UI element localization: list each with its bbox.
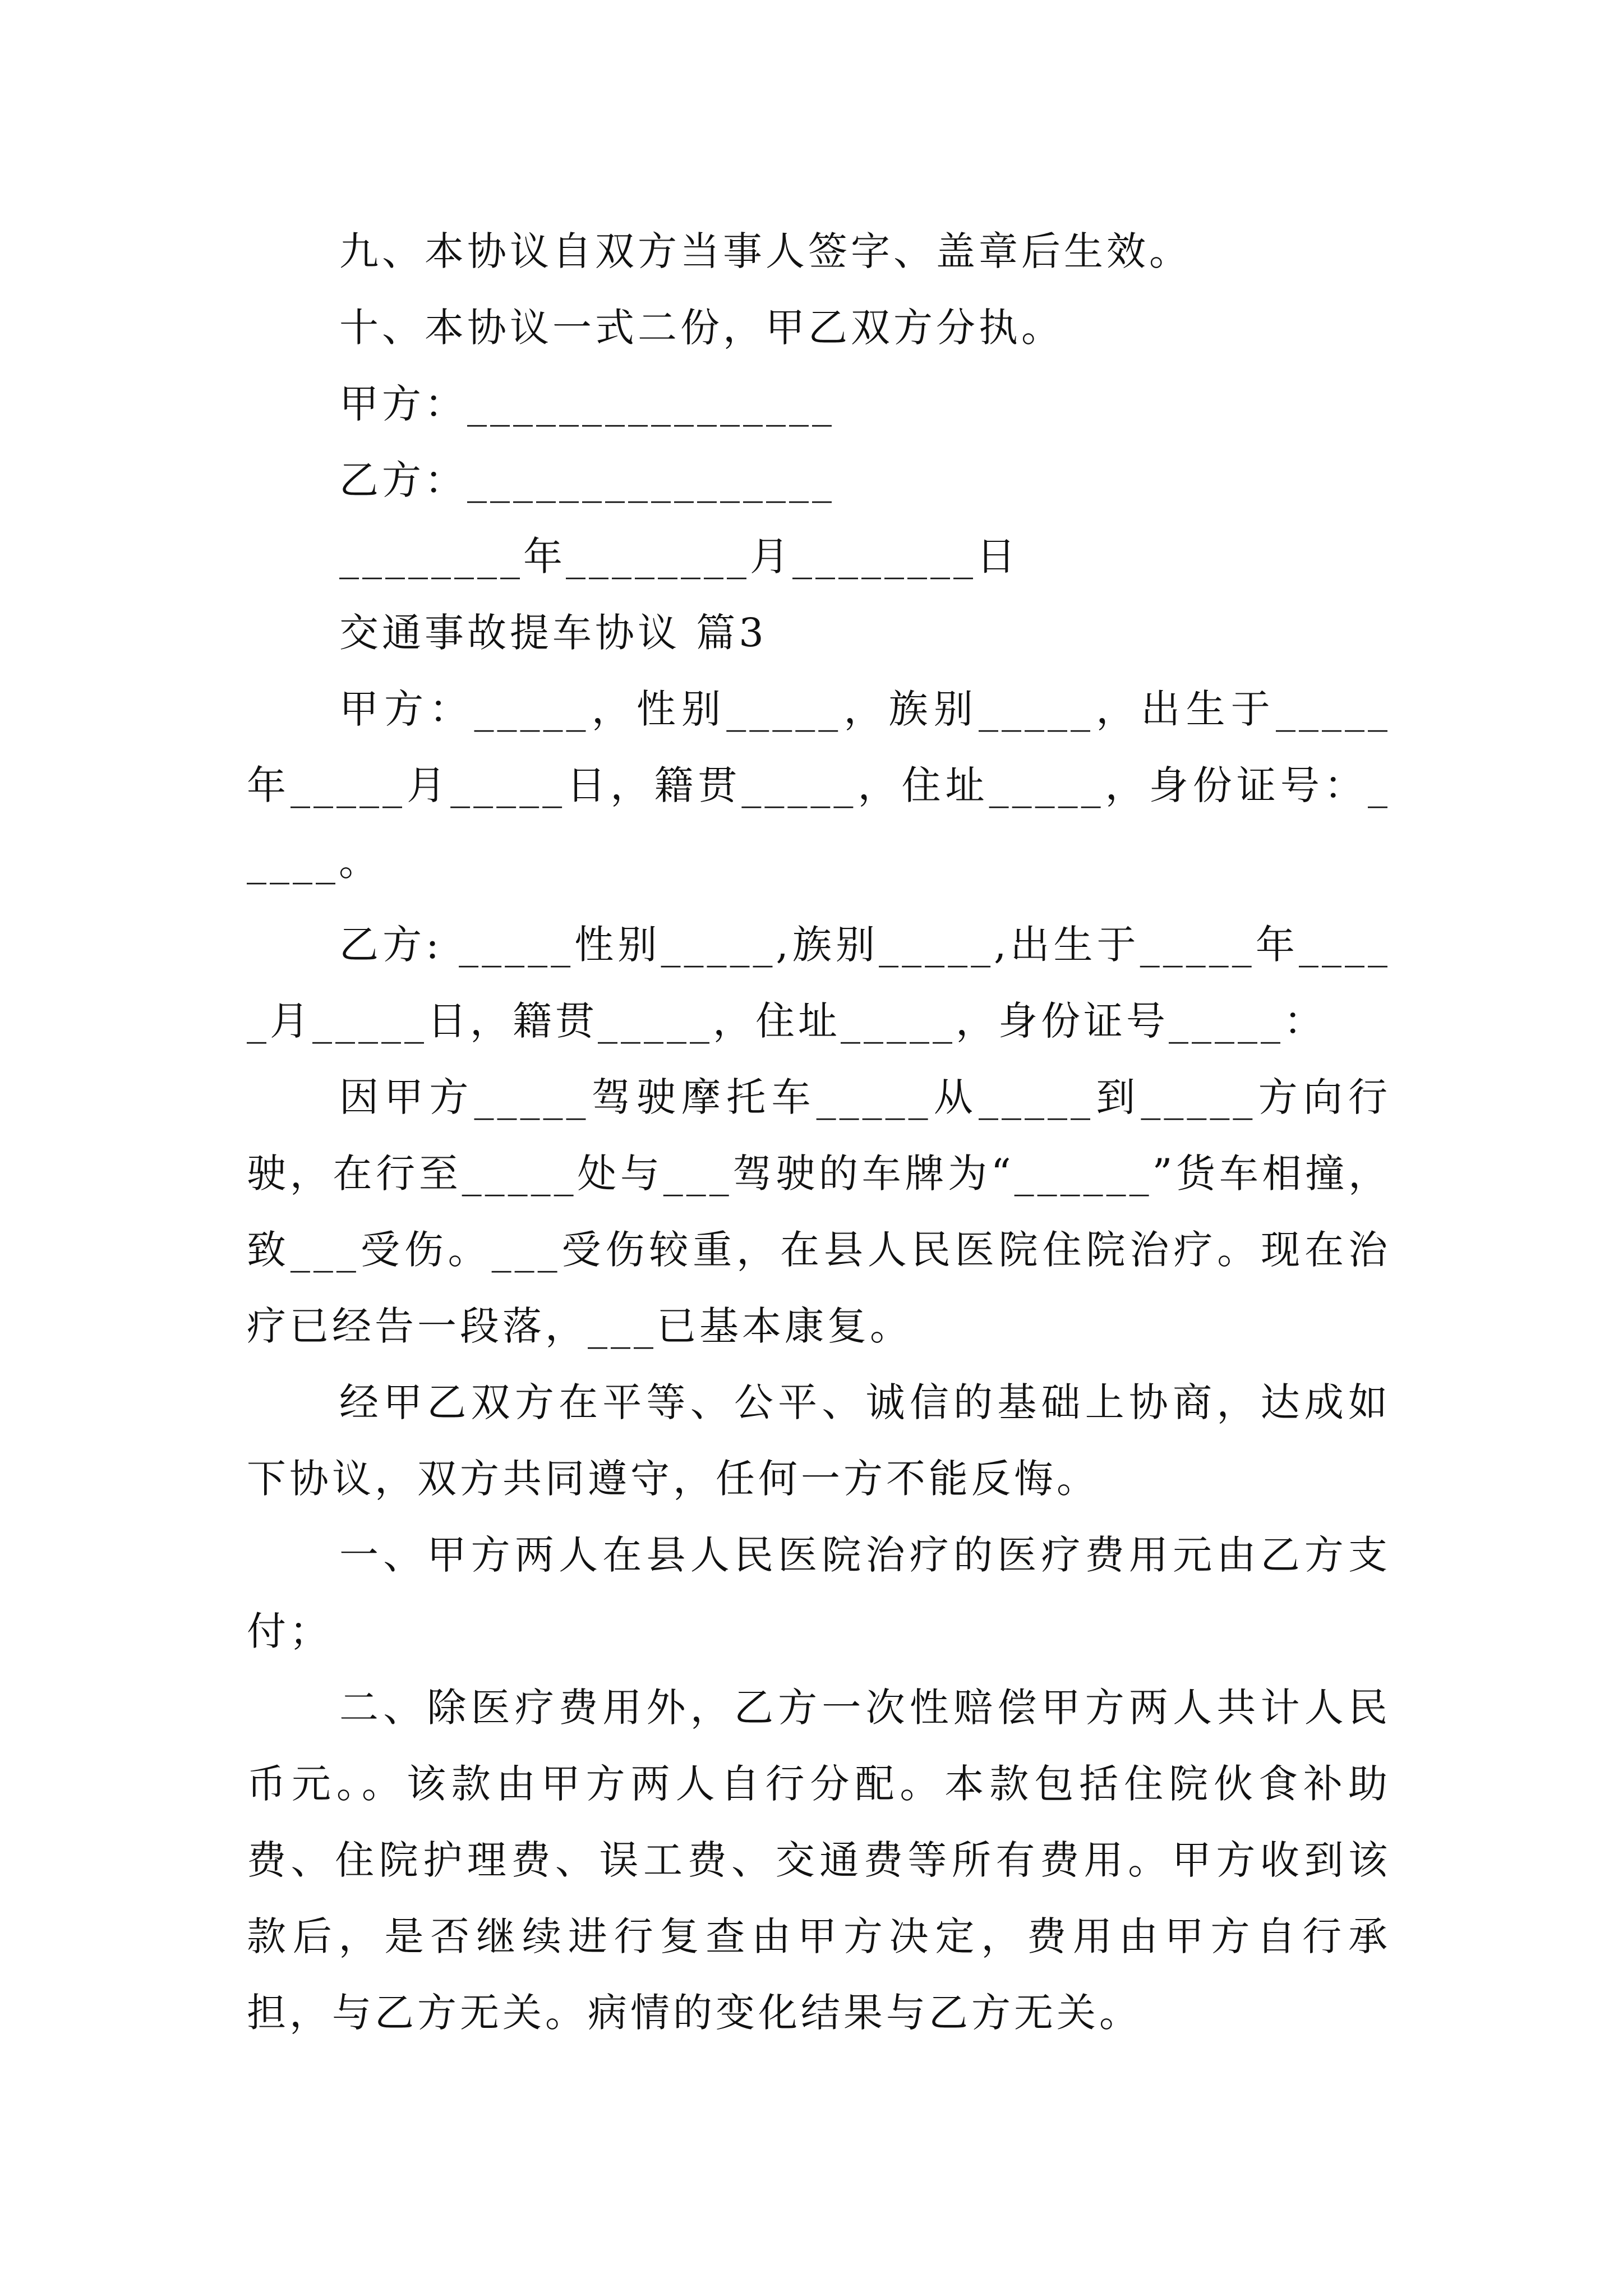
date-line: ________年________月________日 <box>339 533 1019 579</box>
clause-nine: 九、本协议自双方当事人签字、盖章后生效。 <box>339 228 1192 274</box>
party-b-info-paragraph: 乙方: _____性别_____,族别_____,出生于_____年_____月_____日，籍贯_____，住址_____，身份证号_____： <box>247 922 1391 1044</box>
accident-description-paragraph: 因甲方_____驾驶摩托车_____从_____到_____方向行驶，在行至_____处与___驾驶的车牌为“______”货车相撞，致___受伤。___受伤较重，在县人民医院住院治疗。现在治疗已经告一段落，___已基本康复。 <box>247 1074 1391 1349</box>
party-a-info-paragraph: 甲方：_____，性别_____，族别_____，出生于_____年_____月_____日，籍贯_____，住址_____，身份证号：_____。 <box>247 686 1391 885</box>
agreement-intro-paragraph: 经甲乙双方在平等、公平、诚信的基础上协商，达成如下协议，双方共同遵守，任何一方不能反悔。 <box>247 1379 1391 1502</box>
party-a-signature-line: 甲方：________________ <box>339 381 835 427</box>
clause-one-paragraph: 一、甲方两人在县人民医院治疗的医疗费用元由乙方支付； <box>247 1532 1391 1654</box>
clause-two-paragraph: 二、除医疗费用外，乙方一次性赔偿甲方两人共计人民币元。。该款由甲方两人自行分配。本款包括住院伙食补助费、住院护理费、误工费、交通费等所有费用。甲方收到该款后，是否继续进行复查由甲方决定，费用由甲方自行承担，与乙方无关。病情的变化结果与乙方无关。 <box>247 1685 1391 2036</box>
party-b-signature-line: 乙方：________________ <box>339 457 835 503</box>
clause-ten: 十、本协议一式二份，甲乙双方分执。 <box>339 305 1064 351</box>
section-title: 交通事故提车协议 篇3 <box>339 610 767 656</box>
document-body <box>247 213 1391 2051</box>
